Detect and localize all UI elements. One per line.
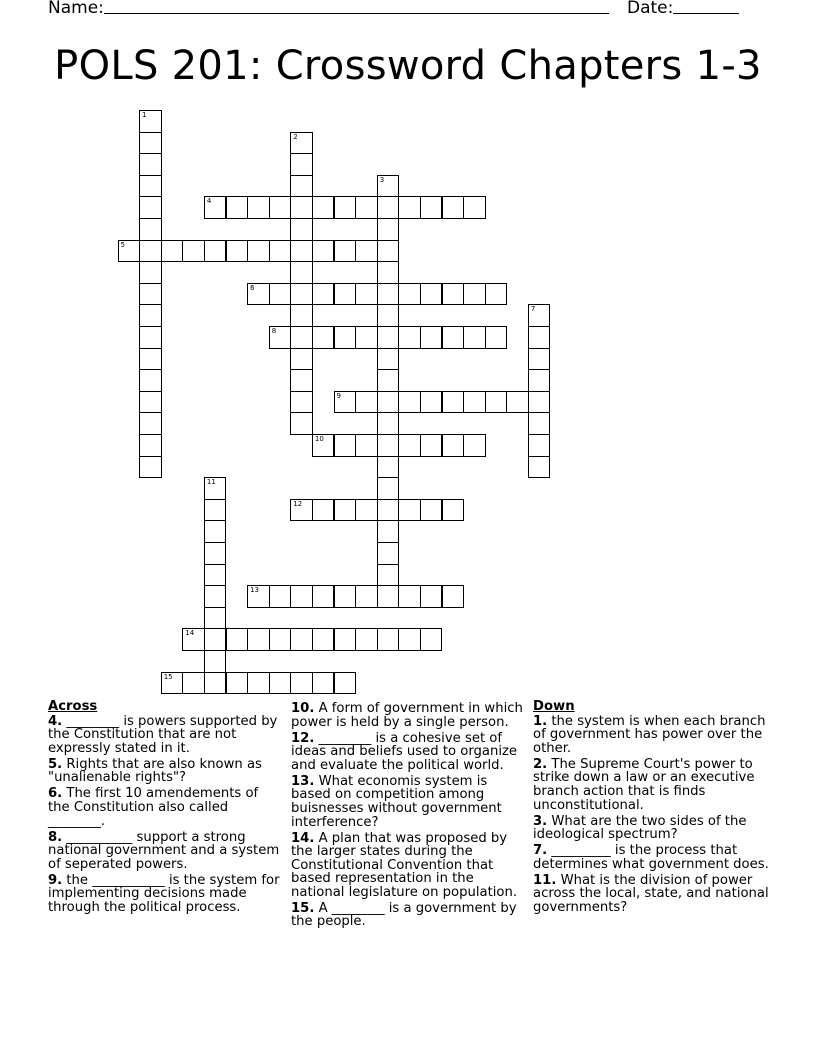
crossword-cell[interactable]	[139, 348, 162, 371]
across-clues	[48, 700, 284, 917]
crossword-cell[interactable]	[377, 585, 400, 608]
crossword-cell[interactable]	[377, 240, 400, 263]
clue-number-label: 11	[206, 478, 216, 487]
crossword-cell[interactable]	[420, 196, 443, 219]
clue-number-label: 13	[250, 586, 260, 595]
crossword-cell[interactable]	[528, 304, 551, 327]
crossword-cell[interactable]	[334, 391, 357, 414]
clue-item	[533, 815, 769, 842]
crossword-cell[interactable]	[204, 520, 227, 543]
crossword-cell[interactable]	[290, 348, 313, 371]
crossword-cell[interactable]	[204, 240, 227, 263]
crossword-cell[interactable]	[139, 110, 162, 133]
crossword-cell[interactable]	[377, 499, 400, 522]
crossword-cell[interactable]	[139, 412, 162, 435]
crossword-cell[interactable]	[139, 218, 162, 241]
crossword-cell[interactable]	[334, 283, 357, 306]
crossword-cell[interactable]	[204, 585, 227, 608]
clue-number: 1.	[533, 713, 548, 729]
crossword-cell[interactable]	[377, 542, 400, 565]
clue-number-label: 5	[120, 240, 125, 249]
crossword-cell[interactable]	[247, 628, 270, 651]
across-heading: Across	[48, 699, 98, 714]
clue-text: ________ is powers supported by the Constitution that are not expressly stated in it.	[48, 713, 278, 756]
page-title: POLS 201: Crossword Chapters 1-3	[54, 43, 762, 89]
crossword-cell[interactable]	[398, 628, 421, 651]
clue-number: 3.	[533, 813, 548, 829]
clue-number: 14.	[291, 830, 315, 846]
crossword-cell[interactable]	[377, 304, 400, 327]
crossword-cell[interactable]	[377, 477, 400, 500]
crossword-cell[interactable]	[442, 283, 465, 306]
crossword-cell[interactable]	[420, 499, 443, 522]
crossword-cell[interactable]	[420, 326, 443, 349]
clue-item	[48, 874, 284, 915]
crossword-cell[interactable]	[377, 261, 400, 284]
crossword-cell[interactable]	[355, 326, 378, 349]
crossword-cell[interactable]	[139, 391, 162, 414]
crossword-cell[interactable]	[139, 153, 162, 176]
crossword-cell[interactable]	[377, 434, 400, 457]
crossword-cell[interactable]	[377, 196, 400, 219]
crossword-cell[interactable]	[290, 261, 313, 284]
clue-item	[291, 832, 527, 900]
crossword-cell[interactable]	[420, 585, 443, 608]
crossword-cell[interactable]	[290, 369, 313, 392]
crossword-cell[interactable]	[528, 412, 551, 435]
crossword-cell[interactable]	[312, 196, 335, 219]
clue-number: 2.	[533, 756, 548, 772]
crossword-cell[interactable]	[463, 283, 486, 306]
clue-text: ________ is a cohesive set of ideas and beliefs used to organize and evaluate the political world.	[291, 730, 518, 773]
crossword-cell[interactable]	[463, 391, 486, 414]
crossword-cell[interactable]	[506, 391, 529, 414]
clue-text: The first 10 amendements of the Constitution also called ________.	[48, 786, 259, 829]
clue-text: A form of government in which power is held by a single person.	[291, 701, 523, 730]
crossword-cell[interactable]	[463, 196, 486, 219]
clue-number-label: 7	[530, 305, 536, 314]
clue-item	[48, 831, 284, 872]
crossword-cell[interactable]	[290, 628, 313, 651]
crossword-cell[interactable]	[269, 196, 292, 219]
crossword-cell[interactable]	[377, 175, 400, 198]
crossword-cell[interactable]	[442, 499, 465, 522]
down-clues	[533, 700, 769, 917]
crossword-cell[interactable]	[420, 391, 443, 414]
crossword-cell[interactable]	[226, 628, 249, 651]
crossword-cell[interactable]	[139, 283, 162, 306]
crossword-cell[interactable]	[463, 326, 486, 349]
crossword-cell[interactable]	[312, 240, 335, 263]
crossword-cell[interactable]	[290, 585, 313, 608]
crossword-cell[interactable]	[334, 434, 357, 457]
clue-number-label: 6	[250, 283, 255, 292]
crossword-cell[interactable]	[290, 391, 313, 414]
clue-number-label: 1	[142, 111, 147, 119]
crossword-cell[interactable]	[247, 672, 270, 695]
crossword-cell[interactable]	[398, 434, 421, 457]
clue-number: 11.	[533, 872, 557, 888]
crossword-cell[interactable]	[139, 196, 162, 219]
crossword-cell[interactable]	[528, 326, 551, 349]
clue-item	[48, 715, 284, 756]
crossword-cell[interactable]	[312, 628, 335, 651]
crossword-cell[interactable]	[528, 348, 551, 371]
across-clues-continued	[291, 702, 527, 931]
crossword-cell[interactable]	[290, 672, 313, 695]
crossword-cell[interactable]	[204, 499, 227, 522]
crossword-cell[interactable]	[139, 240, 162, 263]
crossword-cell[interactable]	[290, 175, 313, 198]
clue-number: 5.	[48, 756, 63, 772]
clue-text: __________ support a strong national government and a system of seperated powers.	[48, 829, 280, 872]
crossword-cell[interactable]	[204, 196, 227, 219]
clue-item	[291, 732, 527, 773]
clue-number: 13.	[291, 773, 315, 789]
clue-number: 6.	[48, 786, 63, 802]
crossword-cell[interactable]	[139, 456, 162, 479]
crossword-cell[interactable]	[377, 218, 400, 241]
crossword-cell[interactable]	[485, 283, 508, 306]
crossword-cell[interactable]	[269, 326, 292, 349]
crossword-cell[interactable]	[290, 196, 313, 219]
crossword-cell[interactable]	[420, 628, 443, 651]
date-label: Date:	[627, 0, 674, 18]
crossword-cell[interactable]	[312, 499, 335, 522]
crossword-cell[interactable]	[377, 369, 400, 392]
crossword-cell[interactable]	[312, 434, 335, 457]
clue-text: A ________ is a government by the people.	[291, 900, 517, 930]
crossword-cell[interactable]	[442, 196, 465, 219]
crossword-cell[interactable]	[204, 477, 227, 500]
clue-number: 9.	[48, 872, 63, 888]
crossword-cell[interactable]	[312, 283, 335, 306]
crossword-cell[interactable]	[420, 434, 443, 457]
crossword-cell[interactable]	[118, 240, 141, 263]
crossword-cell[interactable]	[377, 348, 400, 371]
crossword-cell[interactable]	[463, 434, 486, 457]
clue-number-label: 14	[185, 629, 195, 638]
crossword-cell[interactable]	[247, 240, 270, 263]
crossword-cell[interactable]	[442, 391, 465, 414]
crossword-cell[interactable]	[139, 261, 162, 284]
crossword-cell[interactable]	[398, 326, 421, 349]
crossword-cell[interactable]	[334, 585, 357, 608]
crossword-cell[interactable]	[420, 283, 443, 306]
crossword-cell[interactable]	[182, 240, 205, 263]
crossword-cell[interactable]	[312, 326, 335, 349]
crossword-cell[interactable]	[290, 499, 313, 522]
crossword-cell[interactable]	[247, 196, 270, 219]
crossword-cell[interactable]	[355, 499, 378, 522]
crossword-cell[interactable]	[334, 196, 357, 219]
crossword-cell[interactable]	[377, 326, 400, 349]
clue-item	[533, 758, 769, 812]
crossword-cell[interactable]	[226, 196, 249, 219]
crossword-cell[interactable]	[247, 283, 270, 306]
crossword-cell[interactable]	[528, 434, 551, 457]
crossword-cell[interactable]	[204, 564, 227, 587]
crossword-cell[interactable]	[377, 391, 400, 414]
crossword-cell[interactable]	[355, 434, 378, 457]
clue-text: _________ is the process that determines what government does.	[533, 843, 769, 872]
crossword-cell[interactable]	[528, 456, 551, 479]
crossword-cell[interactable]	[226, 240, 249, 263]
crossword-cell[interactable]	[290, 153, 313, 176]
crossword-cell[interactable]	[139, 132, 162, 155]
crossword-cell[interactable]	[485, 391, 508, 414]
crossword-cell[interactable]	[161, 672, 184, 695]
clue-item	[291, 775, 527, 829]
crossword-cell[interactable]	[290, 283, 313, 306]
crossword-cell[interactable]	[398, 391, 421, 414]
crossword-cell[interactable]	[290, 240, 313, 263]
crossword-cell[interactable]	[355, 240, 378, 263]
clue-number-label: 2	[293, 132, 298, 141]
crossword-cell[interactable]	[398, 196, 421, 219]
clue-item	[533, 874, 769, 915]
clue-item	[291, 702, 527, 729]
crossword-cell[interactable]	[204, 650, 227, 673]
crossword-cell[interactable]	[182, 628, 205, 651]
clue-number-label: 12	[293, 499, 303, 508]
clue-text: the ___________ is the system for implementing decisions made through the political process.	[48, 872, 280, 915]
clue-number: 15.	[291, 900, 315, 916]
clue-text: the system is when each branch of government has power over the other.	[533, 713, 766, 756]
clue-number-label: 8	[271, 327, 277, 335]
clue-number: 7.	[533, 843, 548, 859]
crossword-cell[interactable]	[204, 542, 227, 565]
crossword-cell[interactable]	[485, 326, 508, 349]
crossword-cell[interactable]	[312, 672, 335, 695]
crossword-cell[interactable]	[290, 218, 313, 241]
crossword-cell[interactable]	[377, 520, 400, 543]
crossword-cell[interactable]	[398, 585, 421, 608]
name-label: Name:	[48, 0, 104, 18]
crossword-cell[interactable]	[398, 283, 421, 306]
crossword-cell[interactable]	[355, 283, 378, 306]
clue-item	[48, 758, 284, 785]
crossword-cell[interactable]	[290, 326, 313, 349]
crossword-cell[interactable]	[377, 628, 400, 651]
crossword-cell[interactable]	[334, 499, 357, 522]
crossword-cell[interactable]	[528, 391, 551, 414]
crossword-cell[interactable]	[204, 607, 227, 630]
crossword-cell[interactable]	[528, 369, 551, 392]
crossword-cell[interactable]	[139, 369, 162, 392]
clue-number-label: 10	[314, 435, 324, 443]
crossword-cell[interactable]	[334, 672, 357, 695]
clue-text: What are the two sides of the ideological spectrum?	[533, 813, 747, 843]
clue-number-label: 4	[206, 197, 212, 206]
clue-text: A plan that was proposed by the larger states during the Constitutional Convention that based representation in the national legislature on population.	[291, 830, 518, 900]
crossword-cell[interactable]	[290, 132, 313, 155]
crossword-cell[interactable]	[377, 283, 400, 306]
crossword-cell[interactable]	[139, 326, 162, 349]
crossword-cell[interactable]	[377, 564, 400, 587]
crossword-cell[interactable]	[355, 391, 378, 414]
crossword-cell[interactable]	[398, 499, 421, 522]
down-heading: Down	[533, 699, 575, 714]
clue-number-label: 15	[163, 672, 173, 681]
crossword-cell[interactable]	[247, 585, 270, 608]
clue-item	[533, 844, 769, 871]
crossword-cell[interactable]	[269, 585, 292, 608]
clue-text: Rights that are also known as "unalienable rights"?	[48, 756, 262, 786]
crossword-cell[interactable]	[269, 628, 292, 651]
crossword-cell[interactable]	[139, 175, 162, 198]
crossword-cell[interactable]	[139, 304, 162, 327]
crossword-cell[interactable]	[442, 434, 465, 457]
crossword-cell[interactable]	[355, 585, 378, 608]
crossword-cell[interactable]	[334, 628, 357, 651]
crossword-cell[interactable]	[204, 672, 227, 695]
clue-number-label: 3	[379, 175, 385, 184]
crossword-cell[interactable]	[269, 283, 292, 306]
clue-text: What is the division of power across the local, state, and national governments?	[533, 872, 769, 915]
crossword-cell[interactable]	[442, 326, 465, 349]
clue-number: 10.	[291, 701, 315, 716]
crossword-cell[interactable]	[161, 240, 184, 263]
crossword-cell[interactable]	[334, 240, 357, 263]
crossword-cell[interactable]	[334, 326, 357, 349]
clue-text: The Supreme Court's power to strike down a law or an executive branch action that is finds unconstitutional.	[533, 756, 755, 813]
crossword-cell[interactable]	[182, 672, 205, 695]
crossword-cell[interactable]	[226, 672, 249, 695]
clue-text: What economis system is based on competition among buisnesses without government interference?	[291, 773, 502, 830]
crossword-cell[interactable]	[312, 585, 335, 608]
clue-number: 12.	[291, 730, 315, 746]
crossword-cell[interactable]	[139, 434, 162, 457]
clue-number: 4.	[48, 713, 63, 729]
crossword-cell[interactable]	[269, 240, 292, 263]
crossword-cell[interactable]	[355, 196, 378, 219]
crossword-cell[interactable]	[377, 456, 400, 479]
clue-item	[533, 715, 769, 756]
crossword-cell[interactable]	[204, 628, 227, 651]
clue-item	[48, 787, 284, 828]
crossword-cell[interactable]	[442, 585, 465, 608]
clue-item	[291, 902, 527, 929]
crossword-cell[interactable]	[290, 412, 313, 435]
crossword-cell[interactable]	[377, 412, 400, 435]
crossword-cell[interactable]	[355, 628, 378, 651]
clue-number: 8.	[48, 829, 63, 845]
crossword-cell[interactable]	[269, 672, 292, 695]
clue-number-label: 9	[336, 391, 341, 400]
crossword-cell[interactable]	[290, 304, 313, 327]
